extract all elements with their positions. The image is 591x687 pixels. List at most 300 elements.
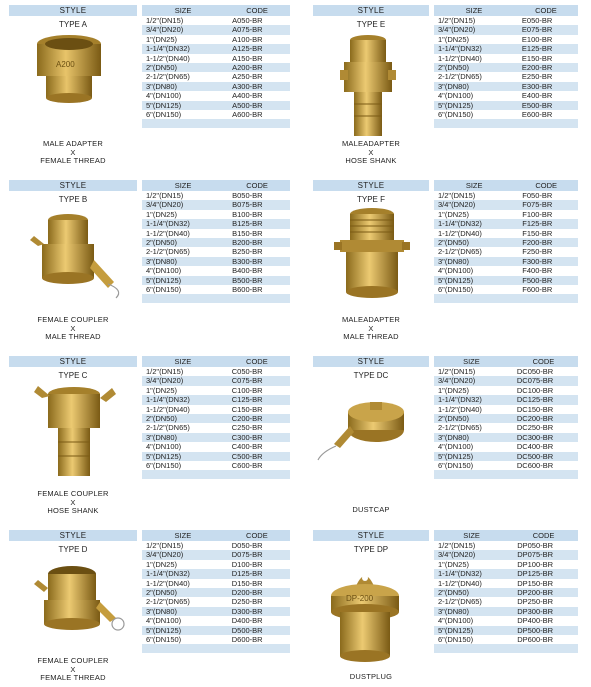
size-cell: 1-1/4"(DN32)	[434, 44, 514, 53]
table-footer-band	[434, 294, 578, 303]
table-row	[142, 560, 290, 569]
size-cell: 4"(DN100)	[146, 616, 182, 626]
table-row	[434, 414, 578, 423]
size-cell: 3"(DN80)	[142, 257, 224, 266]
size-cell: 3/4"(DN20)	[434, 200, 514, 209]
size-cell: 6"(DN150)	[438, 110, 474, 120]
table-row	[142, 44, 290, 53]
table-footer-band	[434, 119, 578, 128]
code-cell: F125-BR	[514, 219, 578, 228]
table-row	[434, 266, 578, 275]
code-cell: B125-BR	[224, 219, 290, 228]
code-cell: B075-BR	[224, 200, 290, 209]
code-cell: DP100-BR	[517, 559, 554, 569]
code-cell: DC400-BR	[516, 442, 554, 452]
dust-plug-photo	[326, 566, 404, 666]
size-cell: 4"(DN100)	[438, 91, 474, 101]
table-footer-band	[142, 119, 290, 128]
size-cell: 3/4"(DN20)	[142, 376, 224, 385]
size-cell: 1"(DN25)	[438, 209, 470, 219]
table-row	[434, 285, 578, 294]
size-cell: 5"(DN125)	[142, 626, 224, 635]
size-cell: 2"(DN50)	[434, 238, 514, 247]
size-cell: 1-1/2"(DN40)	[438, 404, 482, 414]
code-cell: DC250-BR	[516, 423, 554, 433]
table-row	[434, 461, 578, 470]
type-c-table: SIZE CODE 1/2"(DN15) C050-BR 3/4"(DN20) C075-BR 1"(DN25) C100-BR 1-1/4"(DN32) C125-BR 1-1/2"(DN40) C150-BR 2"(DN50) C200-BR 2-1/2"(DN65) C250-BR 3"(DN80) C300-BR 4"(DN100) C400-BR 5"(DN125) C500-BR 6"(DN150) C600-BR	[142, 356, 290, 479]
code-cell: DP600-BR	[517, 635, 554, 645]
stamp-text: DP-200	[346, 594, 374, 603]
size-cell: 1-1/4"(DN32)	[142, 395, 224, 404]
type-dp-caption: DUSTPLUG	[349, 672, 393, 681]
table-row	[434, 541, 578, 550]
code-cell: DC300-BR	[509, 433, 578, 442]
code-cell: C400-BR	[231, 442, 263, 452]
size-cell: 5"(DN125)	[142, 101, 224, 110]
code-cell: C600-BR	[231, 461, 263, 471]
type-e-caption: MALEADAPTER X HOSE SHANK	[341, 139, 401, 166]
code-cell: E100-BR	[521, 34, 553, 44]
code-cell: DP400-BR	[517, 616, 554, 626]
table-row	[142, 35, 290, 44]
male-adapter-male-thread-photo	[334, 206, 410, 302]
code-cell: B500-BR	[224, 276, 290, 285]
code-cell: E250-BR	[521, 72, 553, 82]
code-cell: DC150-BR	[516, 404, 554, 414]
table-row	[142, 588, 290, 597]
code-cell: A500-BR	[224, 101, 290, 110]
table-row	[434, 247, 578, 256]
table-row	[142, 550, 290, 559]
size-cell: 3"(DN80)	[142, 433, 224, 442]
table-row	[434, 395, 578, 404]
code-cell: F200-BR	[514, 238, 578, 247]
table-row	[142, 54, 290, 63]
table-row	[142, 452, 290, 461]
code-cell: E150-BR	[521, 53, 553, 63]
table-row	[434, 63, 578, 72]
table-row	[142, 367, 290, 376]
table-row	[434, 72, 578, 81]
table-row	[434, 560, 578, 569]
code-cell: D125-BR	[224, 569, 290, 578]
size-cell: 6"(DN150)	[146, 285, 182, 295]
code-cell: DP200-BR	[509, 588, 578, 597]
style-header: STYLE	[313, 530, 429, 541]
code-cell: D300-BR	[224, 607, 290, 616]
table-row	[434, 405, 578, 414]
size-cell: 2"(DN50)	[142, 238, 224, 247]
size-cell: 1-1/2"(DN40)	[438, 53, 482, 63]
size-cell: 6"(DN150)	[438, 285, 474, 295]
table-row	[434, 376, 578, 385]
code-cell: DC050-BR	[516, 367, 554, 376]
code-cell: D400-BR	[231, 616, 263, 626]
code-cell: DC125-BR	[509, 395, 578, 404]
code-cell: B300-BR	[224, 257, 290, 266]
size-cell: 3/4"(DN20)	[142, 550, 224, 559]
table-footer-band	[434, 470, 578, 479]
size-cell: 1-1/4"(DN32)	[142, 219, 224, 228]
female-coupler-male-thread-photo	[30, 210, 126, 300]
table-row	[434, 367, 578, 376]
type-a-caption: MALE ADAPTER X FEMALE THREAD	[40, 139, 106, 166]
table-row	[434, 210, 578, 219]
style-header: STYLE	[9, 530, 137, 541]
size-cell: 1-1/4"(DN32)	[434, 219, 514, 228]
code-cell: C150-BR	[231, 404, 263, 414]
size-cell: 3/4"(DN20)	[434, 25, 514, 34]
male-adapter-female-thread-photo	[28, 32, 110, 104]
size-cell: 4"(DN100)	[146, 442, 182, 452]
table-row	[142, 276, 290, 285]
table-row	[434, 44, 578, 53]
size-cell: 2-1/2"(DN65)	[438, 597, 482, 607]
code-cell: B100-BR	[232, 209, 263, 219]
table-row	[434, 110, 578, 119]
size-cell: 2"(DN50)	[142, 588, 224, 597]
table-row	[434, 16, 578, 25]
code-cell: A150-BR	[232, 53, 263, 63]
stamp-text: A200	[56, 60, 75, 69]
table-row	[434, 588, 578, 597]
table-row	[142, 579, 290, 588]
size-cell: 2-1/2"(DN65)	[438, 72, 482, 82]
table-row	[142, 200, 290, 209]
type-a-table: SIZE CODE 1/2"(DN15) A050-BR 3/4"(DN20) A075-BR 1"(DN25) A100-BR 1-1/4"(DN32) A125-BR 1-1/2"(DN40) A150-BR 2"(DN50) A200-BR 2-1/2"(DN65) A250-BR 3"(DN80) A300-BR 4"(DN100) A400-BR 5"(DN125) A500-BR 6"(DN150) A600-BR	[142, 5, 290, 128]
size-cell: 3"(DN80)	[434, 82, 514, 91]
type-c-caption: FEMALE COUPLER X HOSE SHANK	[37, 489, 109, 516]
table-row	[434, 219, 578, 228]
code-cell: B150-BR	[232, 228, 263, 238]
size-cell: 3/4"(DN20)	[142, 25, 224, 34]
code-cell: A050-BR	[232, 16, 263, 25]
table-row	[142, 101, 290, 110]
code-cell: A125-BR	[224, 44, 290, 53]
size-cell: 3/4"(DN20)	[142, 200, 224, 209]
code-cell: F075-BR	[514, 200, 578, 209]
code-cell: DP125-BR	[509, 569, 578, 578]
size-cell: 1-1/2"(DN40)	[146, 404, 190, 414]
size-cell: 1/2"(DN15)	[438, 541, 476, 550]
table-row	[434, 257, 578, 266]
size-cell: 2-1/2"(DN65)	[146, 597, 190, 607]
type-d-caption: FEMALE COUPLER X FEMALE THREAD	[37, 656, 109, 683]
size-cell: 1"(DN25)	[438, 385, 470, 395]
code-cell: D075-BR	[224, 550, 290, 559]
type-dc-caption: DUSTCAP	[352, 505, 390, 514]
table-row	[142, 25, 290, 34]
code-cell: C050-BR	[231, 367, 263, 376]
table-row	[434, 616, 578, 625]
table-row	[142, 238, 290, 247]
code-cell: D500-BR	[224, 626, 290, 635]
size-cell: 1"(DN25)	[146, 209, 178, 219]
size-cell: 1/2"(DN15)	[438, 191, 476, 200]
size-cell: 1/2"(DN15)	[438, 367, 476, 376]
code-cell: A400-BR	[232, 91, 263, 101]
size-cell: 1"(DN25)	[146, 385, 178, 395]
table-footer-band	[142, 294, 290, 303]
table-row	[434, 442, 578, 451]
code-cell: F400-BR	[522, 266, 553, 276]
code-cell: E600-BR	[521, 110, 553, 120]
table-row	[142, 423, 290, 432]
code-cell: D200-BR	[224, 588, 290, 597]
size-cell: 1-1/4"(DN32)	[142, 44, 224, 53]
table-row	[142, 607, 290, 616]
table-row	[434, 91, 578, 100]
table-row	[434, 101, 578, 110]
type-b-caption: FEMALE COUPLER X MALE THREAD	[37, 315, 109, 342]
size-cell: 3"(DN80)	[142, 607, 224, 616]
code-cell: C200-BR	[224, 414, 290, 423]
table-footer-band	[434, 644, 578, 653]
code-cell: A100-BR	[232, 34, 263, 44]
table-row	[434, 423, 578, 432]
table-row	[434, 82, 578, 91]
size-cell: 5"(DN125)	[142, 452, 224, 461]
table-row	[142, 82, 290, 91]
size-cell: 5"(DN125)	[434, 101, 514, 110]
size-cell: 2"(DN50)	[142, 63, 224, 72]
code-cell: A075-BR	[224, 25, 290, 34]
code-cell: B400-BR	[232, 266, 263, 276]
size-cell: 4"(DN100)	[438, 616, 474, 626]
size-cell: 3"(DN80)	[434, 607, 509, 616]
code-cell: C500-BR	[224, 452, 290, 461]
code-cell: DC500-BR	[509, 452, 578, 461]
type-label: TYPE E	[356, 20, 386, 29]
type-b-table: SIZE CODE 1/2"(DN15) B050-BR 3/4"(DN20) B075-BR 1"(DN25) B100-BR 1-1/4"(DN32) B125-BR 1-1/2"(DN40) B150-BR 2"(DN50) B200-BR 2-1/2"(DN65) B250-BR 3"(DN80) B300-BR 4"(DN100) B400-BR 5"(DN125) B500-BR 6"(DN150) B600-BR	[142, 180, 290, 303]
table-row	[142, 266, 290, 275]
size-cell: 1/2"(DN15)	[146, 367, 184, 376]
type-e-table: SIZE CODE 1/2"(DN15) E050-BR 3/4"(DN20) E075-BR 1"(DN25) E100-BR 1-1/4"(DN32) E125-BR 1-1/2"(DN40) E150-BR 2"(DN50) E200-BR 2-1/2"(DN65) E250-BR 3"(DN80) E300-BR 4"(DN100) E400-BR 5"(DN125) E500-BR 6"(DN150) E600-BR	[434, 5, 578, 128]
type-dp-table: SIZE CODE 1/2"(DN15) DP050-BR 3/4"(DN20) DP075-BR 1"(DN25) DP100-BR 1-1/4"(DN32) DP125-BR 1-1/2"(DN40) DP150-BR 2"(DN50) DP200-BR 2-1/2"(DN65) DP250-BR 3"(DN80) DP300-BR 4"(DN100) DP400-BR 5"(DN125) DP500-BR 6"(DN150) DP600-BR	[434, 530, 578, 653]
code-cell: DP150-BR	[517, 578, 554, 588]
code-cell: C300-BR	[224, 433, 290, 442]
code-cell: B600-BR	[232, 285, 263, 295]
code-cell: C125-BR	[224, 395, 290, 404]
table-row	[142, 461, 290, 470]
code-cell: DP250-BR	[517, 597, 554, 607]
size-cell: 1/2"(DN15)	[146, 191, 184, 200]
type-d-table: SIZE CODE 1/2"(DN15) D050-BR 3/4"(DN20) D075-BR 1"(DN25) D100-BR 1-1/4"(DN32) D125-BR 1-1/2"(DN40) D150-BR 2"(DN50) D200-BR 2-1/2"(DN65) D250-BR 3"(DN80) D300-BR 4"(DN100) D400-BR 5"(DN125) D500-BR 6"(DN150) D600-BR	[142, 530, 290, 653]
size-cell: 1"(DN25)	[146, 559, 178, 569]
size-cell: 2"(DN50)	[142, 414, 224, 423]
table-row	[434, 35, 578, 44]
size-cell: 6"(DN150)	[438, 635, 474, 645]
table-row	[142, 405, 290, 414]
code-cell: DP075-BR	[509, 550, 578, 559]
style-header: STYLE	[9, 356, 137, 367]
table-row	[142, 110, 290, 119]
table-row	[142, 285, 290, 294]
table-row	[142, 442, 290, 451]
style-header: STYLE	[313, 5, 429, 16]
code-cell: D100-BR	[231, 559, 263, 569]
type-label: TYPE B	[58, 195, 88, 204]
code-cell: C250-BR	[231, 423, 263, 433]
table-row	[434, 569, 578, 578]
table-row	[434, 452, 578, 461]
table-row	[434, 276, 578, 285]
table-row	[142, 597, 290, 606]
male-adapter-hose-shank-photo	[340, 32, 400, 140]
table-row	[434, 54, 578, 63]
size-cell: 4"(DN100)	[438, 442, 474, 452]
code-cell: E300-BR	[514, 82, 578, 91]
size-cell: 3/4"(DN20)	[434, 550, 509, 559]
table-row	[142, 376, 290, 385]
code-cell: DP050-BR	[517, 541, 554, 550]
table-row	[434, 25, 578, 34]
type-label: TYPE DP	[353, 545, 389, 554]
code-cell: B200-BR	[224, 238, 290, 247]
table-row	[434, 607, 578, 616]
table-row	[142, 635, 290, 644]
table-row	[142, 541, 290, 550]
table-row	[434, 386, 578, 395]
code-cell: DC200-BR	[509, 414, 578, 423]
code-cell: A300-BR	[224, 82, 290, 91]
size-cell: 3"(DN80)	[434, 257, 514, 266]
style-header: STYLE	[313, 356, 429, 367]
size-cell: 2-1/2"(DN65)	[438, 423, 482, 433]
size-cell: 2-1/2"(DN65)	[146, 72, 190, 82]
type-f-table: SIZE CODE 1/2"(DN15) F050-BR 3/4"(DN20) F075-BR 1"(DN25) F100-BR 1-1/4"(DN32) F125-BR 1-1/2"(DN40) F150-BR 2"(DN50) F200-BR 2-1/2"(DN65) F250-BR 3"(DN80) F300-BR 4"(DN100) F400-BR 5"(DN125) F500-BR 6"(DN150) F600-BR	[434, 180, 578, 303]
size-cell: 2"(DN50)	[434, 588, 509, 597]
size-cell: 2-1/2"(DN65)	[146, 423, 190, 433]
table-footer-band	[142, 644, 290, 653]
table-row	[142, 210, 290, 219]
table-row	[142, 91, 290, 100]
size-cell: 5"(DN125)	[434, 276, 514, 285]
code-cell: A600-BR	[232, 110, 263, 120]
code-cell: B050-BR	[232, 191, 263, 200]
size-cell: 1-1/4"(DN32)	[434, 569, 509, 578]
size-cell: 1"(DN25)	[438, 559, 470, 569]
code-cell: E050-BR	[521, 16, 553, 25]
table-row	[142, 72, 290, 81]
size-cell: 1-1/4"(DN32)	[434, 395, 509, 404]
size-cell: 1-1/4"(DN32)	[142, 569, 224, 578]
code-cell: D250-BR	[231, 597, 263, 607]
table-row	[142, 247, 290, 256]
table-row	[142, 616, 290, 625]
code-cell: F100-BR	[522, 209, 553, 219]
size-cell: 3"(DN80)	[142, 82, 224, 91]
female-coupler-hose-shank-photo	[34, 384, 118, 480]
code-cell: B250-BR	[232, 247, 263, 257]
table-row	[434, 597, 578, 606]
code-cell: DC100-BR	[516, 385, 554, 395]
table-row	[142, 229, 290, 238]
code-cell: D050-BR	[231, 541, 263, 550]
code-cell: E125-BR	[514, 44, 578, 53]
table-row	[434, 191, 578, 200]
size-cell: 1-1/2"(DN40)	[438, 578, 482, 588]
code-cell: F050-BR	[522, 191, 553, 200]
type-label: TYPE F	[356, 195, 385, 204]
code-cell: C075-BR	[224, 376, 290, 385]
code-cell: DC075-BR	[509, 376, 578, 385]
table-row	[434, 229, 578, 238]
size-cell: 5"(DN125)	[142, 276, 224, 285]
size-cell: 6"(DN150)	[146, 110, 182, 120]
type-label: TYPE A	[58, 20, 87, 29]
size-cell: 5"(DN125)	[434, 626, 509, 635]
code-cell: F600-BR	[522, 285, 553, 295]
type-f-caption: MALEADAPTER X MALE THREAD	[341, 315, 401, 342]
size-cell: 1/2"(DN15)	[438, 16, 476, 25]
size-cell: 3/4"(DN20)	[434, 376, 509, 385]
table-row	[142, 386, 290, 395]
size-cell: 4"(DN100)	[438, 266, 474, 276]
table-row	[434, 635, 578, 644]
table-row	[142, 16, 290, 25]
size-cell: 1/2"(DN15)	[146, 16, 184, 25]
size-cell: 3"(DN80)	[434, 433, 509, 442]
code-cell: A200-BR	[224, 63, 290, 72]
code-cell: A250-BR	[232, 72, 263, 82]
style-header: STYLE	[9, 5, 137, 16]
table-row	[142, 569, 290, 578]
size-cell: 4"(DN100)	[146, 266, 182, 276]
size-cell: 2-1/2"(DN65)	[438, 247, 482, 257]
table-row	[142, 626, 290, 635]
size-cell: 1-1/2"(DN40)	[438, 228, 482, 238]
size-cell: 6"(DN150)	[438, 461, 474, 471]
code-cell: D600-BR	[231, 635, 263, 645]
table-row	[142, 219, 290, 228]
table-row	[142, 257, 290, 266]
type-label: TYPE C	[58, 371, 88, 380]
size-cell: 5"(DN125)	[434, 452, 509, 461]
size-cell: 2-1/2"(DN65)	[146, 247, 190, 257]
size-cell: 1-1/2"(DN40)	[146, 578, 190, 588]
table-footer-band	[142, 470, 290, 479]
table-row	[142, 395, 290, 404]
size-cell: 4"(DN100)	[146, 91, 182, 101]
style-header: STYLE	[9, 180, 137, 191]
table-row	[142, 433, 290, 442]
code-cell: E200-BR	[514, 63, 578, 72]
table-row	[434, 200, 578, 209]
size-cell: 6"(DN150)	[146, 461, 182, 471]
code-cell: DC600-BR	[516, 461, 554, 471]
table-row	[434, 626, 578, 635]
code-cell: F500-BR	[514, 276, 578, 285]
style-header: STYLE	[313, 180, 429, 191]
table-row	[434, 238, 578, 247]
code-cell: F150-BR	[522, 228, 553, 238]
type-dc-table: SIZE CODE 1/2"(DN15) DC050-BR 3/4"(DN20) DC075-BR 1"(DN25) DC100-BR 1-1/4"(DN32) DC125-BR 1-1/2"(DN40) DC150-BR 2"(DN50) DC200-BR 2-1/2"(DN65) DC250-BR 3"(DN80) DC300-BR 4"(DN100) DC400-BR 5"(DN125) DC500-BR 6"(DN150) DC600-BR	[434, 356, 578, 479]
size-cell: 1-1/2"(DN40)	[146, 53, 190, 63]
code-cell: F250-BR	[522, 247, 553, 257]
code-cell: DP500-BR	[509, 626, 578, 635]
table-row	[434, 433, 578, 442]
code-cell: E075-BR	[514, 25, 578, 34]
code-cell: E500-BR	[514, 101, 578, 110]
size-cell: 6"(DN150)	[146, 635, 182, 645]
code-cell: E400-BR	[521, 91, 553, 101]
code-cell: C100-BR	[231, 385, 263, 395]
female-coupler-female-thread-photo	[34, 562, 128, 636]
code-cell: F300-BR	[514, 257, 578, 266]
size-cell: 2"(DN50)	[434, 414, 509, 423]
code-cell: D150-BR	[231, 578, 263, 588]
